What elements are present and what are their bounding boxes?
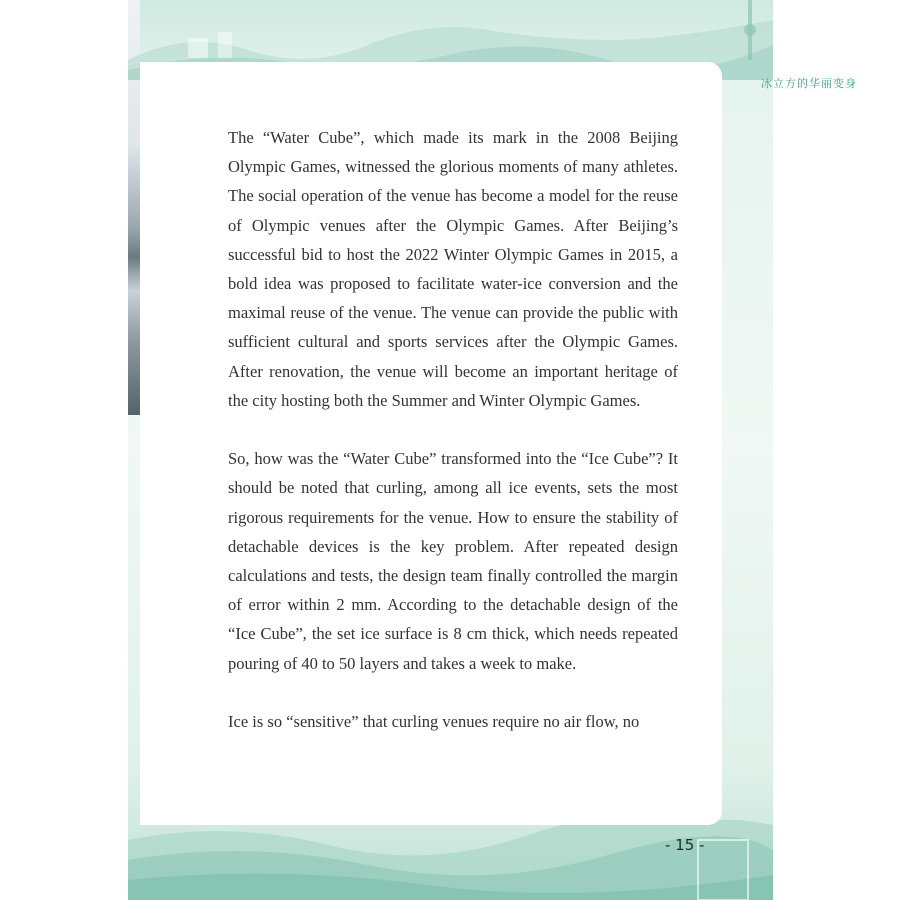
paragraph-2: So, how was the “Water Cube” transformed into the “Ice Cube”? It should be noted that curling, among all ice events, sets the most rigorous requirements for the venue. How to ensure the stability of detachable devices is the key problem. After repeated design calculations and tests, the design team finally controlled the margin of error within 2 mm. According to the detachable design of the “Ice Cube”, the set ice surface is 8 cm thick, which needs repeated pouring of 40 to 50 layers and takes a week to make. <box>228 449 678 673</box>
paragraph-3: Ice is so “sensitive” that curling venues require no air flow, no <box>228 712 640 732</box>
paragraph-1: The “Water Cube”, which made its mark in the 2008 Beijing Olympic Games, witnessed the glorious moments of many athletes. The social operation of the venue has become a model for the reuse of Olympic venues after the Olympic Games. After Beijing’s successful bid to host the 2022 Winter Olympic Games in 2015, a bold idea was proposed to facilitate water-ice conversion and the maximal reuse of the venue. The venue can provide the public with sufficient cultural and sports services after the Olympic Games. After renovation, the venue will become an important heritage of the city hosting both the Summer and Winter Olympic Games. <box>228 128 678 410</box>
page-number: - 15 - <box>665 836 705 854</box>
body-text <box>228 123 678 765</box>
landscape-illustration-bottom <box>128 820 773 900</box>
running-title: 冰立方的华丽变身 <box>761 77 857 90</box>
